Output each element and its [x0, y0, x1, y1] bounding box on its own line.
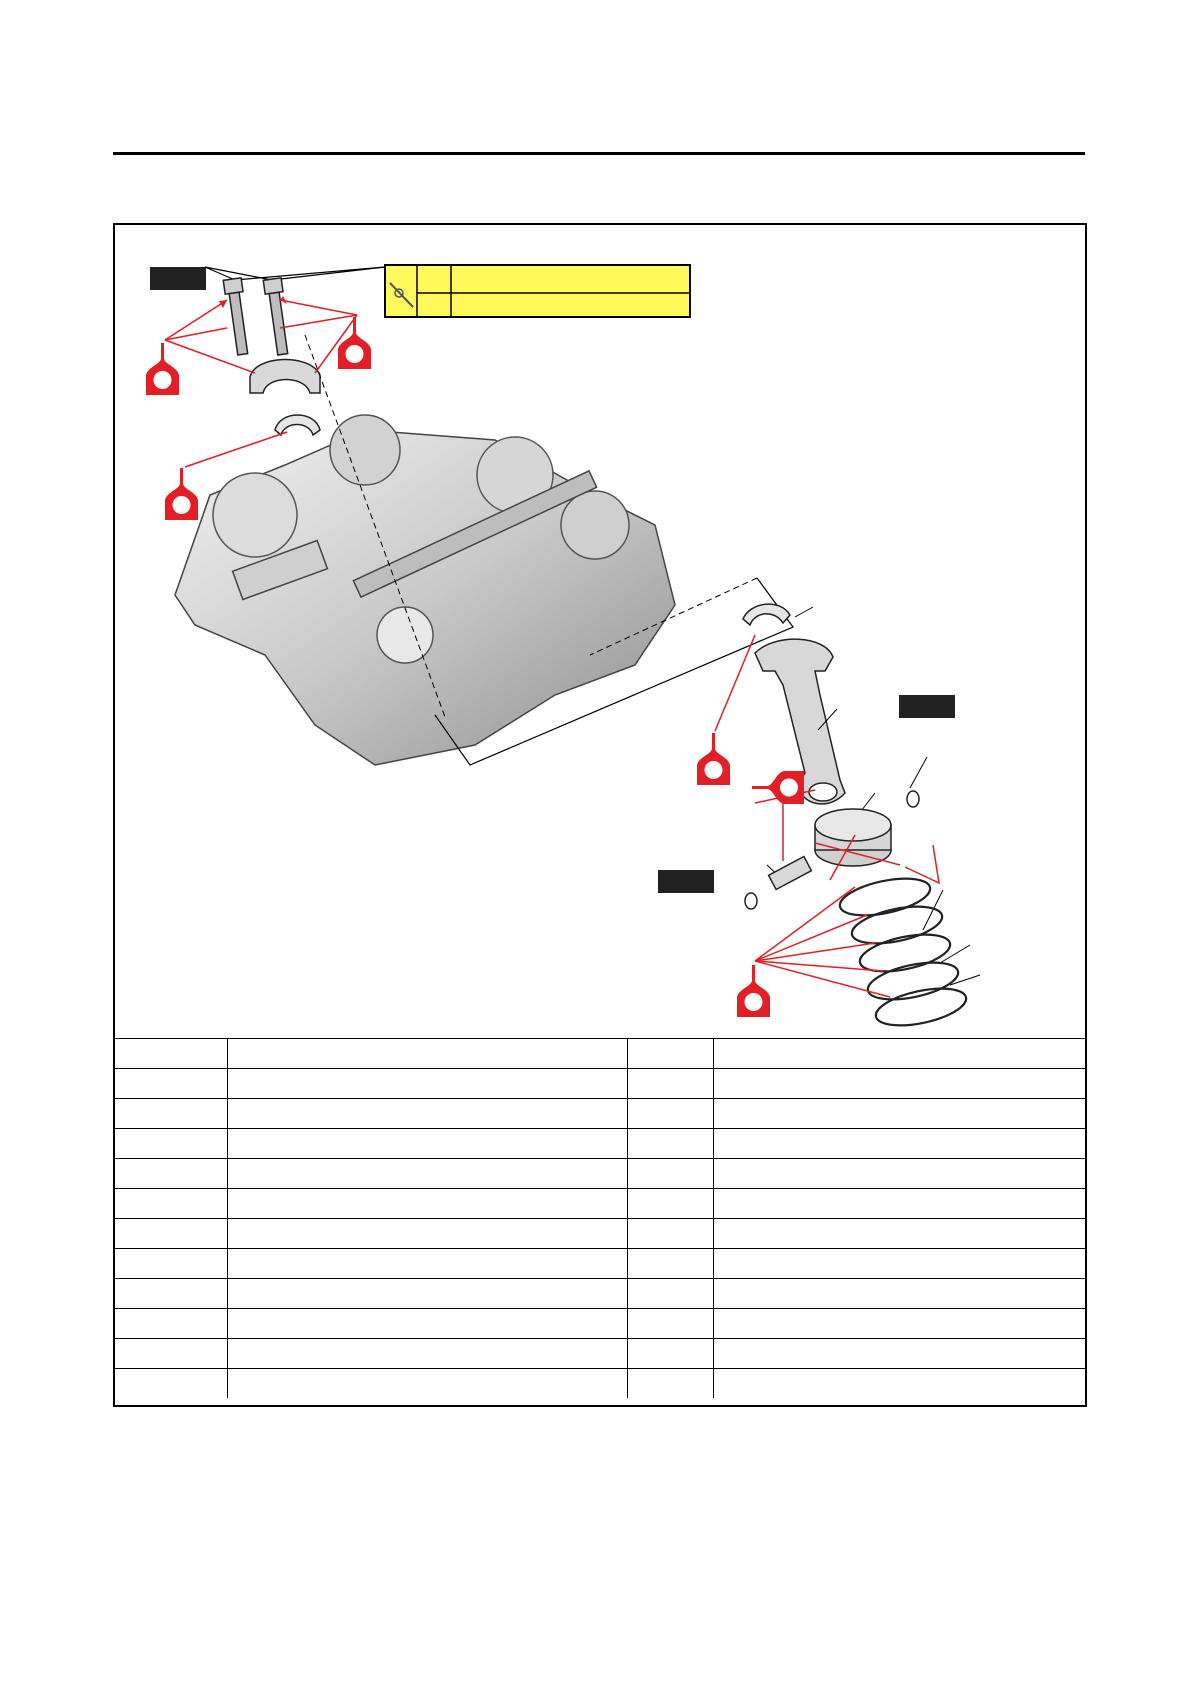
bearing-lower: [743, 604, 790, 625]
table-cell: [628, 1369, 714, 1399]
tag-label-left: [658, 870, 714, 893]
tag-label-top: [150, 267, 206, 290]
lubricant-icon: [165, 468, 198, 520]
table-cell: [228, 1309, 628, 1339]
lubricant-icon: [697, 733, 730, 785]
table-cell: [628, 1189, 714, 1219]
table-row: [115, 1309, 1085, 1339]
table-cell: [115, 1159, 228, 1189]
table-cell: [628, 1339, 714, 1369]
table-row: [115, 1369, 1085, 1399]
table-row: [115, 1069, 1085, 1099]
table-cell: [714, 1309, 1086, 1339]
table-cell: [115, 1309, 228, 1339]
table-cell: [714, 1279, 1086, 1309]
table-cell: [714, 1369, 1086, 1399]
table-cell: [714, 1339, 1086, 1369]
table-cell: [628, 1129, 714, 1159]
piston-pin: [769, 857, 812, 890]
figure-frame: [113, 223, 1087, 1407]
table-cell: [228, 1069, 628, 1099]
table-cell: [115, 1039, 228, 1069]
table-cell: [228, 1279, 628, 1309]
piston-pin-clip: [907, 791, 919, 807]
table-cell: [228, 1039, 628, 1069]
table-cell: [714, 1219, 1086, 1249]
table-cell: [714, 1159, 1086, 1189]
lubricant-icon: [752, 771, 804, 804]
table-cell: [714, 1039, 1086, 1069]
table-cell: [628, 1249, 714, 1279]
tag-label-right: [899, 695, 955, 718]
table-cell: [228, 1129, 628, 1159]
lubricant-icon: [737, 965, 770, 1017]
table-cell: [115, 1369, 228, 1399]
table-cell: [714, 1069, 1086, 1099]
table-row: [115, 1099, 1085, 1129]
table-cell: [628, 1099, 714, 1129]
lubricant-icon: [338, 317, 371, 369]
table-cell: [115, 1129, 228, 1159]
piston-rings: [837, 872, 970, 1032]
lubricant-icon: [146, 343, 179, 395]
table-cell: [714, 1249, 1086, 1279]
table-cell: [228, 1219, 628, 1249]
header-rule: [113, 152, 1085, 155]
table-cell: [115, 1219, 228, 1249]
table-row: [115, 1129, 1085, 1159]
table-cell: [228, 1099, 628, 1129]
con-rod-bolts: [223, 278, 291, 356]
table-cell: [714, 1129, 1086, 1159]
table-row: [115, 1219, 1085, 1249]
table-cell: [714, 1189, 1086, 1219]
table-cell: [628, 1039, 714, 1069]
table-row: [115, 1189, 1085, 1219]
table-cell: [628, 1219, 714, 1249]
table-cell: [115, 1099, 228, 1129]
table-row: [115, 1279, 1085, 1309]
table-row: [115, 1159, 1085, 1189]
table-cell: [628, 1309, 714, 1339]
bearing-upper: [275, 415, 320, 435]
table-row: [115, 1249, 1085, 1279]
engine-exploded-diagram: [115, 225, 1085, 1038]
table-cell: [714, 1099, 1086, 1129]
table-cell: [228, 1339, 628, 1369]
table-cell: [115, 1279, 228, 1309]
table-cell: [115, 1339, 228, 1369]
torque-spec-box: [385, 265, 690, 317]
table-cell: [628, 1279, 714, 1309]
table-row: [115, 1339, 1085, 1369]
table-cell: [228, 1249, 628, 1279]
parts-table: [115, 1038, 1085, 1398]
table-row: [115, 1039, 1085, 1069]
engine-crankcase: [175, 415, 675, 765]
table-cell: [228, 1159, 628, 1189]
table-cell: [115, 1249, 228, 1279]
table-cell: [228, 1369, 628, 1399]
table-cell: [115, 1069, 228, 1099]
table-cell: [228, 1189, 628, 1219]
table-cell: [628, 1159, 714, 1189]
rod-cap: [250, 359, 320, 393]
piston-pin-clip: [745, 893, 757, 909]
table-cell: [628, 1069, 714, 1099]
table-cell: [115, 1189, 228, 1219]
